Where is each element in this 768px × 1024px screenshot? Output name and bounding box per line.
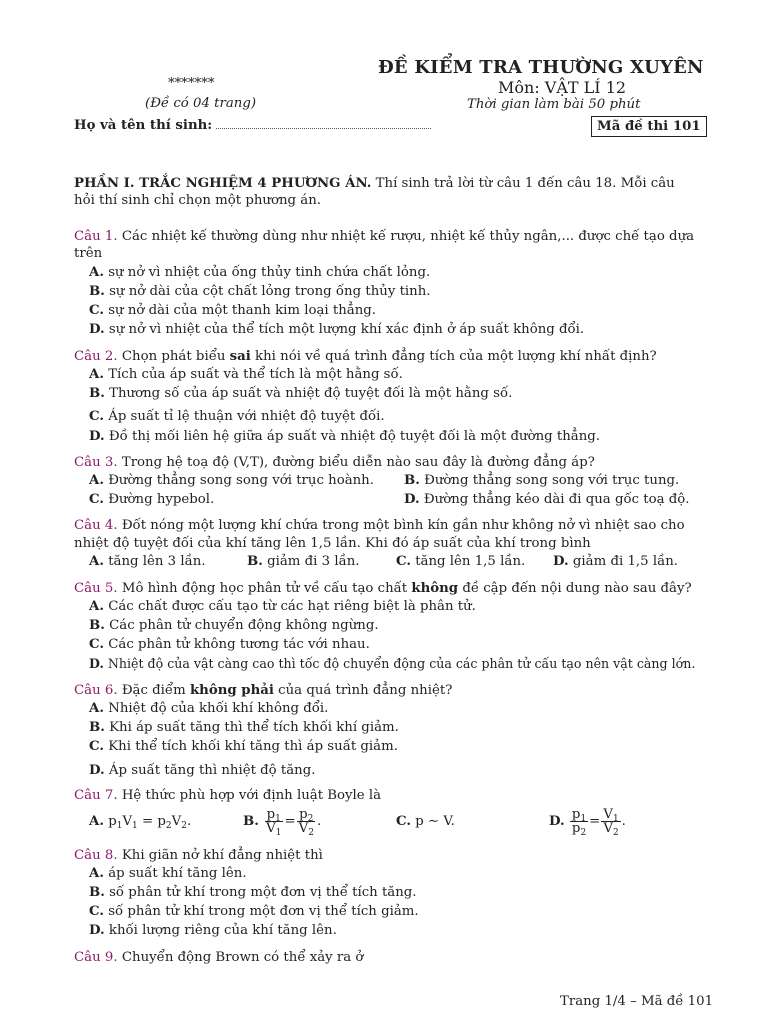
question-7-option-d[interactable]: D. $\frac{p_1}{p_2}$ = $\frac{V_1}{V_2}$ . (549, 807, 626, 838)
question-7-option-b[interactable]: B. $\frac{p_1}{V_1}$ = $\frac{p_2}{V_2}$ . (243, 807, 322, 838)
question-8-option-c[interactable]: C. số phân tử khí trong một đơn vị thể tích giảm. (89, 904, 419, 919)
page-count-note: (Đề có 04 trang) (145, 96, 257, 111)
fraction-p1-p2: $\frac{p_1}{p_2}$ (571, 807, 587, 838)
question-5-stem: Câu 5. Mô hình động học phân tử về cấu tạo chất không đề cập đến nội dung nào sau đây? (74, 581, 692, 596)
question-4-option-c[interactable]: C. tăng lên 1,5 lần. (396, 554, 526, 569)
stars-line: ******* (168, 76, 215, 91)
question-4-option-a[interactable]: A. tăng lên 3 lần. (89, 554, 206, 569)
question-5-label: Câu 5. (74, 581, 118, 596)
question-3-option-a[interactable]: A. Đường thẳng song song với trục hoành. (89, 473, 374, 488)
question-7-option-c[interactable]: C. p ∼ V. (396, 814, 455, 829)
section-title: PHẦN I. TRẮC NGHIỆM 4 PHƯƠNG ÁN. (74, 176, 372, 191)
question-1-option-d[interactable]: D. sự nở vì nhiệt của thể tích một lượng khí xác định ở áp suất không đổi. (89, 322, 585, 337)
question-2-option-d[interactable]: D. Đồ thị mối liên hệ giữa áp suất và nhiệt độ tuyệt đối là một đường thẳng. (89, 429, 601, 444)
question-2-stem: Câu 2. Chọn phát biểu sai khi nói về quá trình đẳng tích của một lượng khí nhất định? (74, 349, 657, 364)
section-intro-text-1: Thí sinh trả lời từ câu 1 đến câu 18. Mỗi câu (371, 176, 675, 191)
question-4-stem: Câu 4. Đốt nóng một lượng khí chứa trong một bình kín gần như không nở vì nhiệt sao cho (74, 518, 685, 533)
question-3-option-c[interactable]: C. Đường hypebol. (89, 492, 215, 507)
question-3-option-d[interactable]: D. Đường thẳng kéo dài đi qua gốc toạ độ. (404, 492, 690, 507)
section-intro-line-2: hỏi thí sinh chỉ chọn một phương án. (74, 193, 322, 208)
candidate-name-field[interactable] (216, 118, 431, 129)
question-8-label: Câu 8. (74, 848, 118, 863)
question-5-option-a[interactable]: A. Các chất được cấu tạo từ các hạt riêng biệt là phân tử. (89, 599, 476, 614)
question-5-option-c[interactable]: C. Các phân tử không tương tác với nhau. (89, 637, 370, 652)
question-6-option-b[interactable]: B. Khi áp suất tăng thì thể tích khối khí giảm. (89, 720, 399, 735)
question-1-label: Câu 1. (74, 229, 118, 244)
question-6-stem: Câu 6. Đặc điểm không phải của quá trình đẳng nhiệt? (74, 683, 453, 698)
question-2-label: Câu 2. (74, 349, 118, 364)
question-1-option-c[interactable]: C. sự nở dài của một thanh kim loại thẳng. (89, 303, 377, 318)
question-8-stem: Câu 8. Khi giãn nở khí đẳng nhiệt thì (74, 848, 323, 863)
question-6-label: Câu 6. (74, 683, 118, 698)
question-7-label: Câu 7. (74, 788, 118, 803)
question-2-option-a[interactable]: A. Tích của áp suất và thể tích là một hằng số. (89, 367, 403, 382)
exam-code-box: Mã đề thi 101 (591, 116, 707, 137)
question-4-label: Câu 4. (74, 518, 118, 533)
question-3-option-b[interactable]: B. Đường thẳng song song với trục tung. (404, 473, 680, 488)
candidate-name-label: Họ và tên thí sinh: (74, 118, 213, 133)
question-6-option-d[interactable]: D. Áp suất tăng thì nhiệt độ tăng. (89, 763, 316, 778)
question-8-option-d[interactable]: D. khối lượng riêng của khí tăng lên. (89, 923, 337, 938)
fraction-p2-v2: $\frac{p_2}{V_2}$ (298, 807, 314, 838)
fraction-v1-v2: $\frac{V_1}{V_2}$ (603, 807, 619, 838)
question-8-option-a[interactable]: A. áp suất khí tăng lên. (89, 866, 247, 881)
question-1-option-a[interactable]: A. sự nở vì nhiệt của ống thủy tinh chứa chất lỏng. (89, 265, 431, 280)
question-9-stem: Câu 9. Chuyển động Brown có thể xảy ra ở (74, 950, 364, 965)
question-4-option-b[interactable]: B. giảm đi 3 lần. (247, 554, 360, 569)
question-6-option-c[interactable]: C. Khi thể tích khối khí tăng thì áp suất giảm. (89, 739, 398, 754)
subject: Môn: VẬT LÍ 12 (498, 78, 627, 97)
question-1-stem: Câu 1. Các nhiệt kế thường dùng như nhiệt kế rượu, nhiệt kế thủy ngân,... được chế tạo dựa (74, 229, 695, 244)
question-1-stem-cont: trên (74, 246, 103, 261)
question-5-option-d[interactable]: D. Nhiệt độ của vật càng cao thì tốc độ chuyển động của các phân tử cấu tạo nên vật càng lớn. (89, 656, 696, 671)
question-6-option-a[interactable]: A. Nhiệt độ của khối khí không đổi. (89, 701, 329, 716)
page-footer: Trang 1/4 – Mã đề 101 (560, 994, 714, 1009)
question-8-option-b[interactable]: B. số phân tử khí trong một đơn vị thể tích tăng. (89, 885, 417, 900)
question-4-option-d[interactable]: D. giảm đi 1,5 lần. (553, 554, 679, 569)
section-intro-line-1 (74, 175, 675, 193)
question-7-stem: Câu 7. Hệ thức phù hợp với định luật Boyle là (74, 788, 382, 803)
question-1-option-b[interactable]: B. sự nở dài của cột chất lỏng trong ống thủy tinh. (89, 284, 431, 299)
question-3-stem: Câu 3. Trong hệ toạ độ (V,T), đường biểu diễn nào sau đây là đường đẳng áp? (74, 455, 595, 470)
question-4-stem-cont: nhiệt độ tuyệt đối của khí tăng lên 1,5 lần. Khi đó áp suất của khí trong bình (74, 536, 591, 551)
question-5-option-b[interactable]: B. Các phân tử chuyển động không ngừng. (89, 618, 379, 633)
fraction-p1-v1: $\frac{p_1}{V_1}$ (266, 807, 282, 838)
question-3-label: Câu 3. (74, 455, 118, 470)
exam-time: Thời gian làm bài 50 phút (467, 97, 641, 112)
question-7-option-a[interactable]: A. $p_1V_1 = p_2V_2$. (89, 814, 192, 831)
question-9-label: Câu 9. (74, 950, 118, 965)
question-2-option-b[interactable]: B. Thương số của áp suất và nhiệt độ tuyệt đối là một hằng số. (89, 386, 513, 401)
question-2-option-c[interactable]: C. Áp suất tỉ lệ thuận với nhiệt độ tuyệt đối. (89, 409, 385, 424)
candidate-name-row (74, 117, 431, 135)
exam-title: ĐỀ KIỂM TRA THƯỜNG XUYÊN (378, 57, 704, 78)
